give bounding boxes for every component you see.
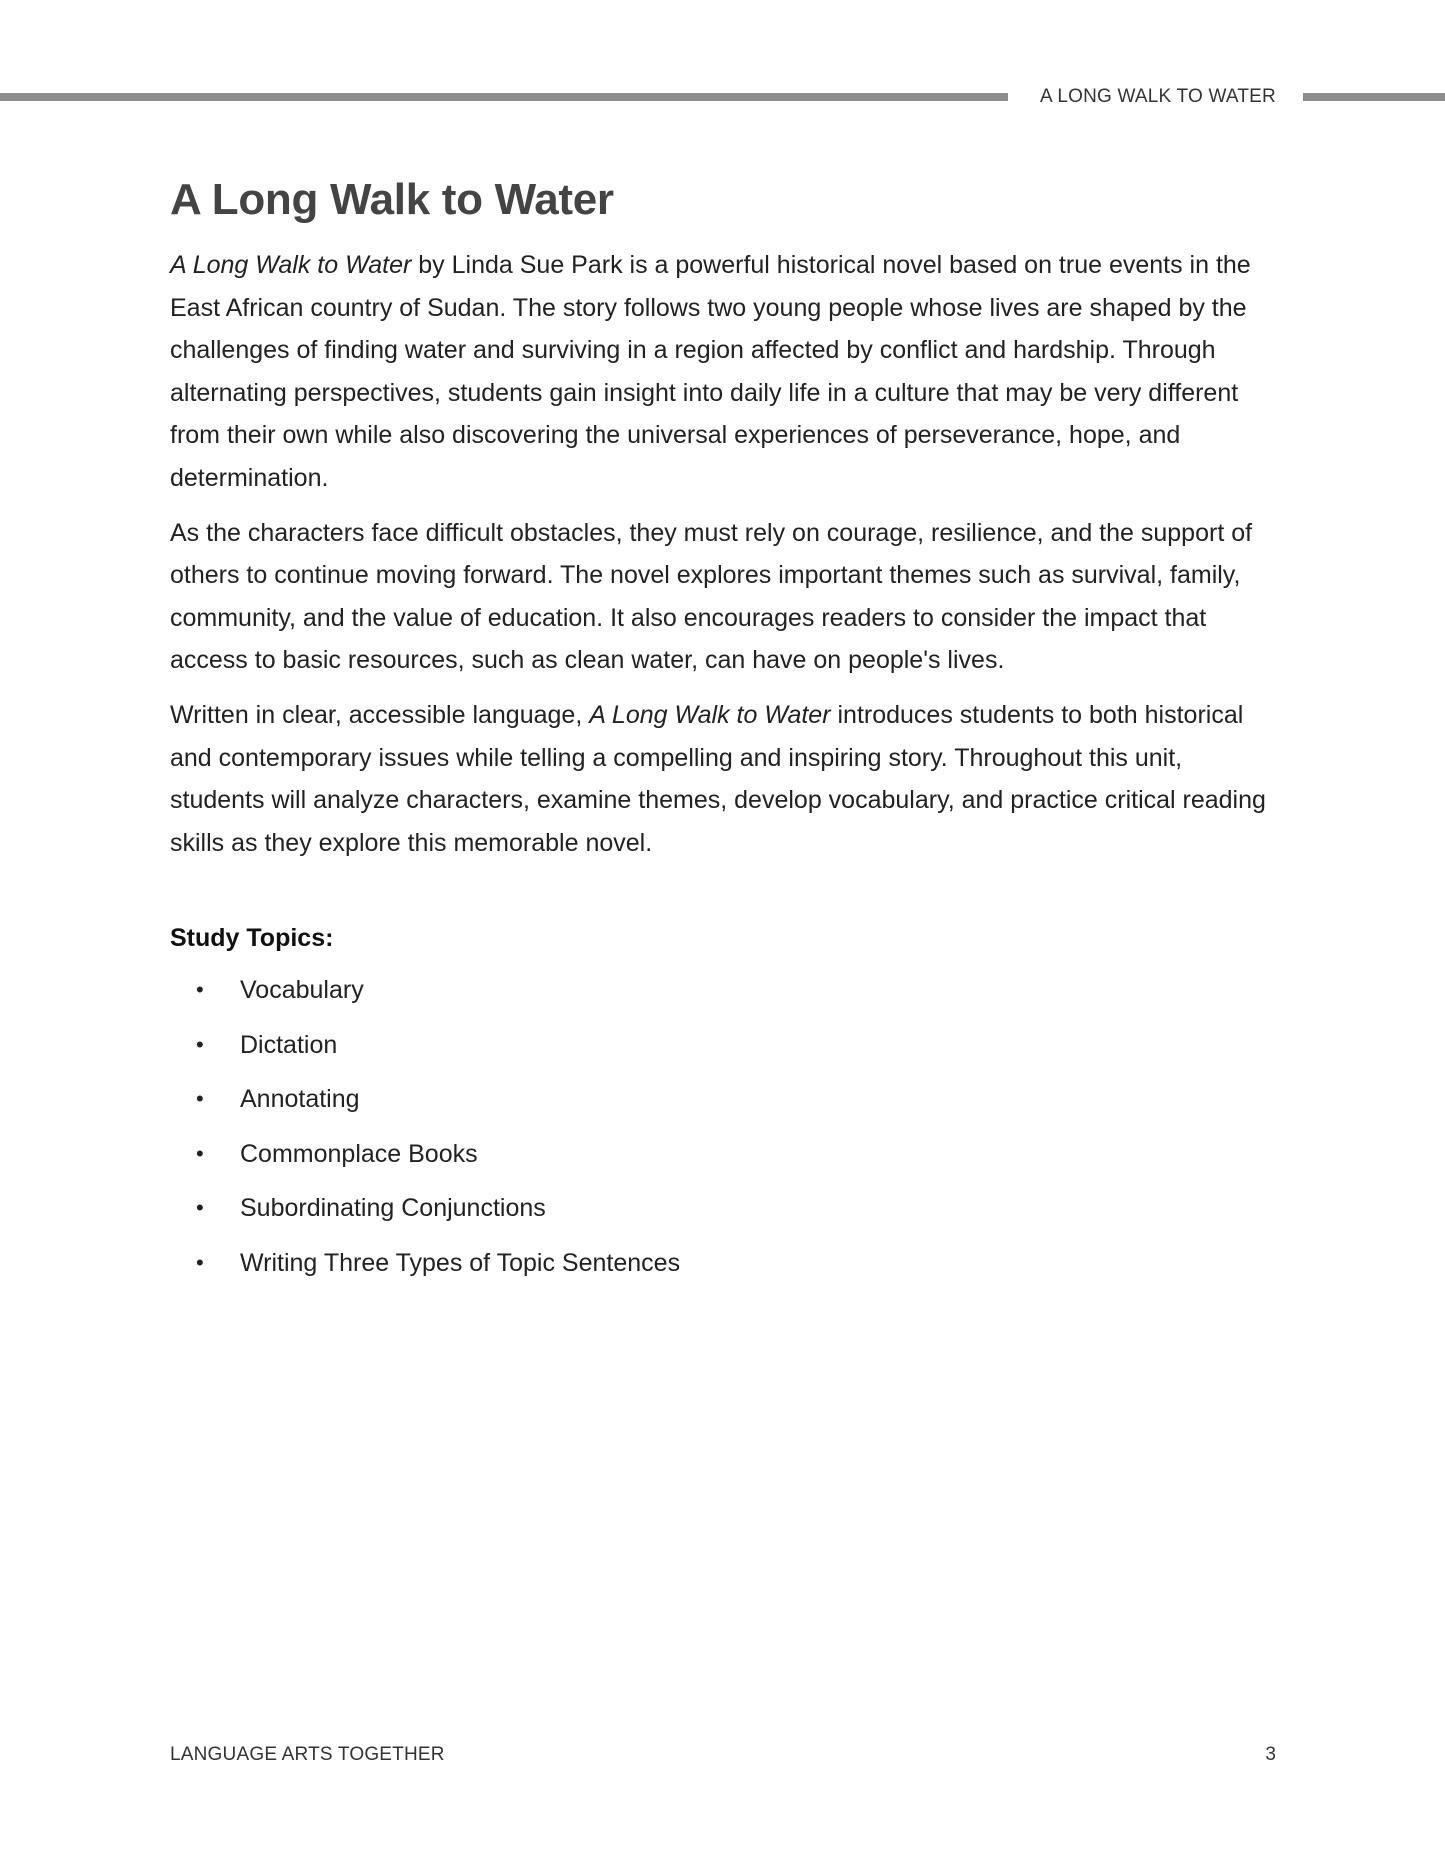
intro-paragraph-1: [170, 244, 1280, 500]
study-topics-list: [170, 969, 1280, 1284]
page-number: 3: [1265, 1744, 1276, 1765]
paragraph-text-before: Written in clear, accessible language,: [170, 700, 590, 729]
bullet-icon: •: [196, 1086, 204, 1112]
bullet-icon: •: [196, 1031, 204, 1057]
list-item: [170, 1242, 1280, 1284]
paragraph-text: by Linda Sue Park is a powerful historical novel based on true events in the East African country of Sudan. The story follows two young people whose lives are shaped by the challenges of finding water and surviving in a region affected by conflict and hardship. Through alternating perspectives, students gain insight into daily life in a culture that may be very different from their own while also discovering the universal experiences of perseverance, hope, and determination.: [170, 251, 1251, 492]
header-rule-left: [0, 93, 1008, 101]
book-title-italic: A Long Walk to Water: [170, 251, 412, 279]
study-topics-heading: Study Topics:: [170, 924, 334, 953]
paragraph-text-after: introduces students to both historical and contemporary issues while telling a compelling and inspiring story. Throughout this unit, students will analyze characters, examine themes, develop vocabulary, and practice critical reading skills as they explore this memorable novel.: [170, 700, 1266, 857]
page-content: [170, 170, 1280, 1296]
intro-paragraph-2: [170, 512, 1280, 682]
intro-paragraph-3: [170, 694, 1280, 864]
topic-label: Annotating: [240, 1085, 360, 1114]
bullet-icon: •: [196, 1249, 204, 1275]
list-item: [170, 1187, 1280, 1229]
list-item: [170, 969, 1280, 1011]
bullet-icon: •: [196, 1195, 204, 1221]
page-title: A Long Walk to Water: [170, 175, 614, 224]
topic-label: Vocabulary: [240, 976, 364, 1005]
header-rule-right: [1303, 93, 1445, 101]
running-head: A LONG WALK TO WATER: [1040, 86, 1276, 107]
bullet-icon: •: [196, 1140, 204, 1166]
list-item: [170, 1133, 1280, 1175]
paragraph-text: As the characters face difficult obstacles, they must rely on courage, resilience, and the support of others to continue moving forward. The novel explores important themes such as survival, family, community, and the value of education. It also encourages readers to consider the impact that access to basic resources, such as clean water, can have on people's lives.: [170, 518, 1253, 675]
topic-label: Subordinating Conjunctions: [240, 1194, 546, 1223]
bullet-icon: •: [196, 977, 204, 1003]
topic-label: Commonplace Books: [240, 1139, 478, 1168]
footer-book-title: LANGUAGE ARTS TOGETHER: [170, 1744, 445, 1765]
topic-label: Dictation: [240, 1030, 338, 1059]
book-title-italic: A Long Walk to Water: [589, 700, 831, 729]
list-item: [170, 1024, 1280, 1066]
topic-label: Writing Three Types of Topic Sentences: [240, 1248, 681, 1277]
list-item: [170, 1078, 1280, 1120]
